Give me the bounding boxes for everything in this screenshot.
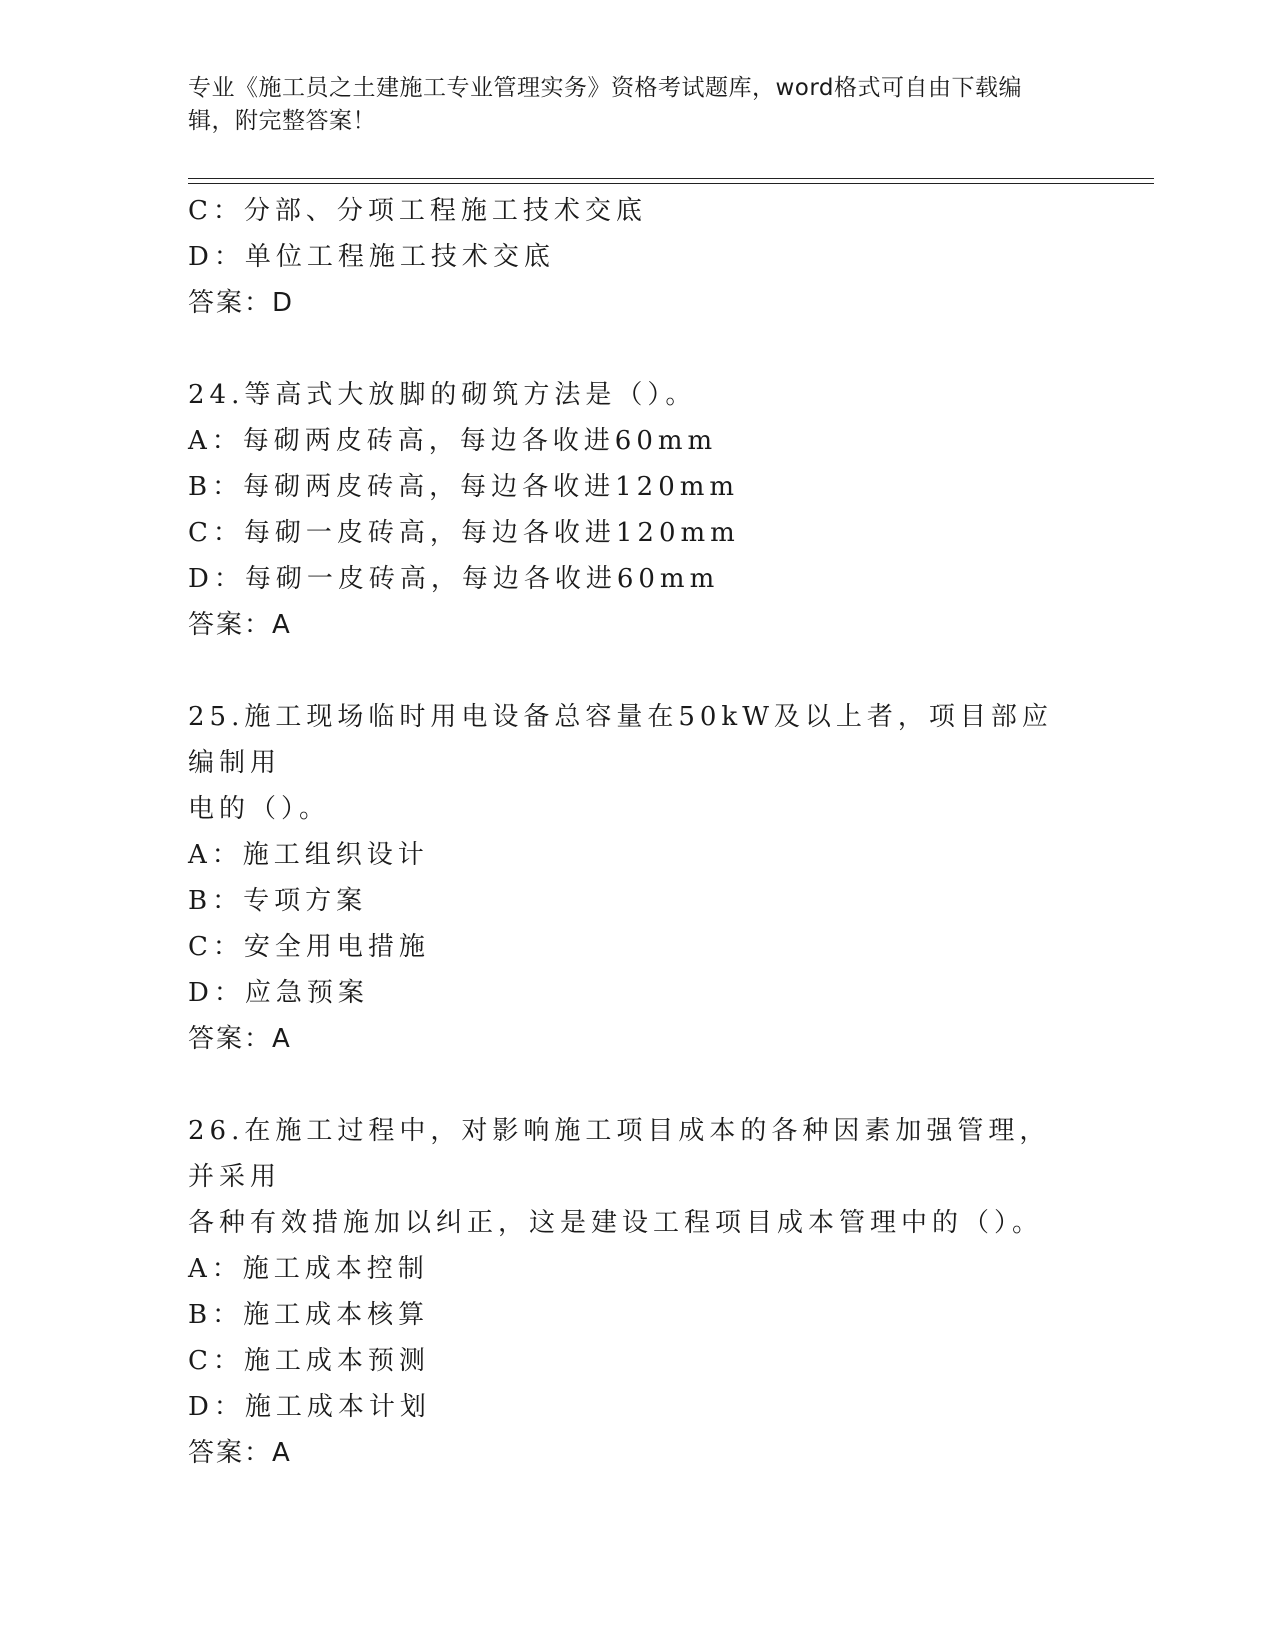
answer: 答案：A [188, 610, 292, 640]
option-d: D：每砌一皮砖高，每边各收进60mm [188, 564, 720, 594]
option-d: D：应急预案 [188, 978, 369, 1008]
question-24 [188, 372, 1088, 648]
option-a: A：施工成本控制 [188, 1254, 429, 1284]
page-header [188, 72, 1068, 138]
question-stem [188, 1108, 1068, 1246]
question-stem-line: 25.施工现场临时用电设备总容量在50kW及以上者，项目部应编制用 [188, 702, 1053, 778]
option-b: B：施工成本核算 [188, 1300, 430, 1330]
question-23-continued [188, 188, 1088, 326]
question-stem [188, 372, 1068, 418]
option-d: D：施工成本计划 [188, 1392, 431, 1422]
option-a: A：施工组织设计 [188, 840, 429, 870]
option-c: C：安全用电措施 [188, 932, 430, 962]
question-stem-line: 电的（）。 [188, 794, 331, 824]
question-stem-line: 各种有效措施加以纠正，这是建设工程项目成本管理中的（）。 [188, 1208, 1044, 1238]
option-b: B：每砌两皮砖高，每边各收进120mm [188, 472, 740, 502]
header-rule-bottom [188, 183, 1154, 184]
question-stem [188, 694, 1068, 832]
question-stem-line: 24.等高式大放脚的砌筑方法是（）。 [188, 380, 697, 410]
option-a: A：每砌两皮砖高，每边各收进60mm [188, 426, 718, 456]
header-line-2: 辑，附完整答案！ [188, 108, 376, 134]
answer: 答案：A [188, 1024, 292, 1054]
question-list [188, 188, 1088, 1522]
option-c: C：分部、分项工程施工技术交底 [188, 196, 647, 226]
header-rule-top [188, 178, 1154, 179]
option-b: B：专项方案 [188, 886, 368, 916]
header-line-1: 专业《施工员之土建施工专业管理实务》资格考试题库，word格式可自由下载编 [188, 75, 1023, 101]
option-c: C：每砌一皮砖高，每边各收进120mm [188, 518, 740, 548]
question-25 [188, 694, 1088, 1062]
option-d: D：单位工程施工技术交底 [188, 242, 555, 272]
option-c: C：施工成本预测 [188, 1346, 430, 1376]
answer: 答案：D [188, 288, 295, 318]
question-stem-line: 26.在施工过程中，对影响施工项目成本的各种因素加强管理，并采用 [188, 1116, 1051, 1192]
question-26 [188, 1108, 1088, 1476]
answer: 答案：A [188, 1438, 292, 1468]
